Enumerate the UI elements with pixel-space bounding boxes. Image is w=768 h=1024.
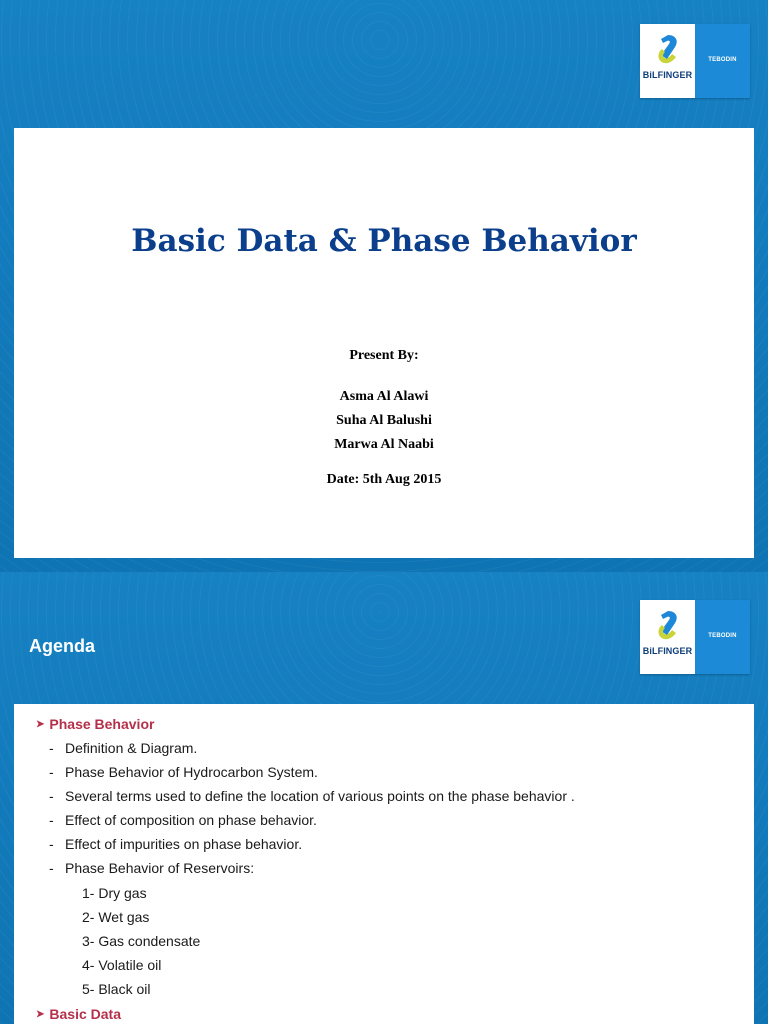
arrow-bullet-icon: ➤ [36, 718, 45, 730]
bilfinger-mark-icon [653, 33, 683, 67]
bilfinger-tebodin-logo [640, 600, 750, 674]
dash-marker: - [49, 740, 54, 756]
section-title: Phase Behavior [49, 716, 155, 732]
list-item [49, 836, 302, 852]
list-item [49, 812, 317, 828]
sub-list-item: 4- Volatile oil [82, 957, 162, 973]
dash-marker: - [49, 836, 54, 852]
sub-list-item: 3- Gas condensate [82, 933, 201, 949]
list-item [49, 740, 197, 756]
presenter-name: Asma Al Alawi [339, 389, 429, 404]
list-item [49, 860, 254, 876]
logo-wordmark: BiLFINGER [642, 646, 693, 656]
list-item [49, 788, 575, 804]
arrow-bullet-icon: ➤ [36, 1008, 45, 1020]
bilfinger-tebodin-logo [640, 24, 750, 98]
bilfinger-mark-icon [653, 609, 683, 643]
agenda-heading: Agenda [29, 636, 96, 656]
logo-tag: TEBODIN [708, 633, 737, 639]
logo-mark-panel [640, 600, 695, 674]
dash-marker: - [49, 764, 54, 780]
list-item-text: Effect of impurities on phase behavior. [65, 836, 303, 852]
dash-marker: - [49, 860, 54, 876]
logo-tag-panel [695, 24, 750, 98]
list-item-text: Several terms used to define the location of various points on the phase behavior . [65, 788, 575, 804]
list-item-text: Definition & Diagram. [65, 740, 198, 756]
presenter-name: Marwa Al Naabi [334, 437, 434, 452]
list-item-text: Phase Behavior of Reservoirs: [65, 860, 255, 876]
presenter-block [14, 347, 754, 489]
section-heading-basic-data [36, 1006, 121, 1022]
sub-list-item: 1- Dry gas [82, 885, 147, 901]
list-item-text: Effect of composition on phase behavior. [65, 812, 317, 828]
list-item [49, 764, 318, 780]
sub-list-item: 2- Wet gas [82, 909, 150, 925]
dash-marker: - [49, 788, 54, 804]
logo-tag-panel [695, 600, 750, 674]
agenda-slide [0, 572, 768, 1024]
presenter-list [14, 385, 754, 457]
agenda-card [14, 704, 754, 1024]
sub-list-item: 5- Black oil [82, 981, 151, 997]
presentation-date: Date: 5th Aug 2015 [326, 472, 442, 487]
title-card [14, 128, 754, 558]
presenter-name: Suha Al Balushi [336, 413, 432, 428]
logo-mark-panel [640, 24, 695, 98]
list-item-text: Phase Behavior of Hydrocarbon System. [65, 764, 318, 780]
section-title: Basic Data [49, 1006, 121, 1022]
presentation-title: Basic Data & Phase Behavior [131, 223, 637, 259]
present-by-label: Present By: [349, 348, 419, 363]
logo-wordmark: BiLFINGER [642, 70, 693, 80]
dash-marker: - [49, 812, 54, 828]
logo-tag: TEBODIN [708, 57, 737, 63]
section-heading-phase-behavior [36, 716, 154, 732]
